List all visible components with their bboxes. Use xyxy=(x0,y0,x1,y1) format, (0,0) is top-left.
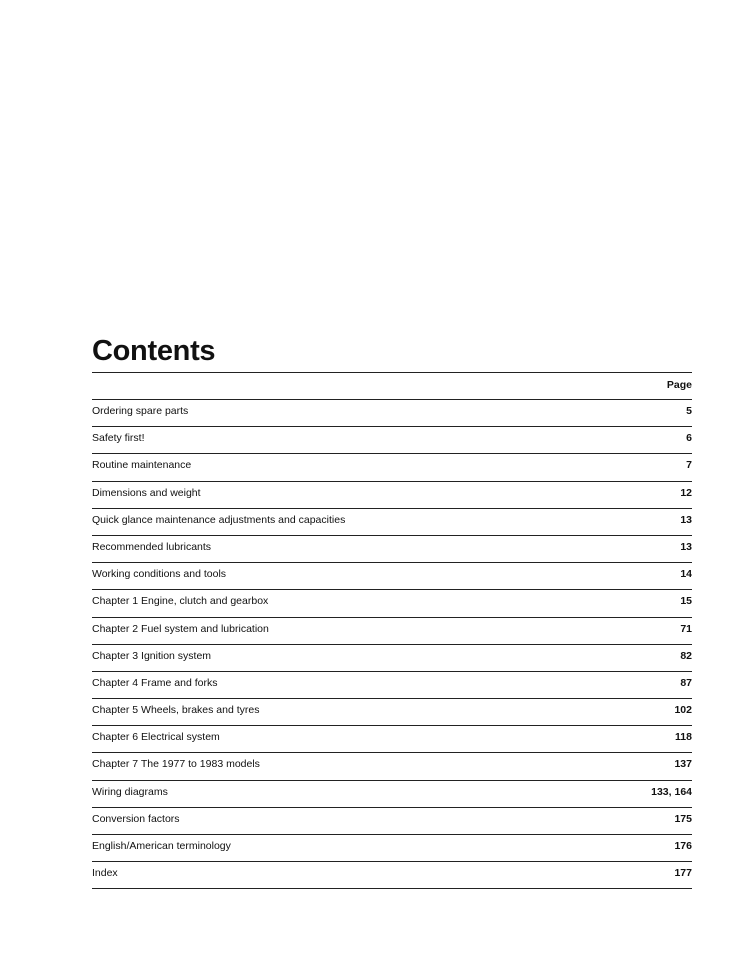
entry-page-number: 118 xyxy=(675,731,692,744)
entry-page-number: 13 xyxy=(680,513,692,526)
entry-page-number: 176 xyxy=(674,840,692,852)
entry-page-number: 7 xyxy=(686,459,692,472)
contents-row xyxy=(92,699,692,726)
contents-row xyxy=(92,618,692,645)
entry-label: Chapter 3 Ignition system xyxy=(92,649,212,662)
entry-label: Routine maintenance xyxy=(92,459,192,472)
page-column-label: Page xyxy=(666,379,692,391)
entry-label: Chapter 2 Fuel system and lubrication xyxy=(92,622,269,635)
entry-page-number: 102 xyxy=(674,704,692,717)
entry-label: Chapter 5 Wheels, brakes and tyres xyxy=(92,704,260,717)
entry-label: Chapter 7 The 1977 to 1983 models xyxy=(92,758,260,771)
entry-label: Wiring diagrams xyxy=(92,785,168,798)
entry-page-number: 175 xyxy=(674,812,692,825)
entry-label: Working conditions and tools xyxy=(92,568,227,581)
contents-row xyxy=(92,753,692,780)
entry-page-number: 177 xyxy=(674,867,692,880)
entry-label: Conversion factors xyxy=(92,812,180,825)
contents-row xyxy=(92,536,692,563)
entry-label: Index xyxy=(92,867,118,880)
entry-page-number: 15 xyxy=(680,595,692,608)
contents-row xyxy=(92,862,692,889)
entry-page-number: 6 xyxy=(686,432,692,445)
entry-page-number: 87 xyxy=(680,676,692,689)
contents-row xyxy=(92,835,692,862)
entry-label: Chapter 6 Electrical system xyxy=(92,731,220,744)
entry-page-number: 12 xyxy=(680,486,692,499)
contents-row xyxy=(92,781,692,808)
contents-row xyxy=(92,400,692,427)
contents-row xyxy=(92,563,692,590)
entry-page-number: 82 xyxy=(680,649,692,662)
contents-row xyxy=(92,726,692,753)
contents-row xyxy=(92,509,692,536)
contents-row xyxy=(92,808,692,835)
contents-row xyxy=(92,482,692,509)
entry-page-number: 14 xyxy=(680,568,692,581)
entry-label: Chapter 4 Frame and forks xyxy=(92,676,218,689)
entry-page-number: 13 xyxy=(680,540,692,553)
contents-row xyxy=(92,427,692,454)
entry-label: Quick glance maintenance adjustments and capacities xyxy=(92,513,346,526)
entry-page-number: 133, 164 xyxy=(651,785,692,798)
contents-header xyxy=(92,373,692,400)
entry-page-number: 5 xyxy=(686,405,692,417)
contents-table xyxy=(92,372,692,889)
page-title: Contents xyxy=(92,335,216,367)
contents-row xyxy=(92,645,692,672)
entry-label: Recommended lubricants xyxy=(92,540,212,553)
contents-row xyxy=(92,590,692,617)
entry-page-number: 137 xyxy=(674,758,692,771)
entry-label: Chapter 1 Engine, clutch and gearbox xyxy=(92,595,269,608)
entry-label: Ordering spare parts xyxy=(92,405,189,417)
contents-row xyxy=(92,454,692,481)
entry-label: Dimensions and weight xyxy=(92,486,201,499)
entry-label: English/American terminology xyxy=(92,840,231,852)
contents-row xyxy=(92,672,692,699)
entry-label: Safety first! xyxy=(92,432,145,445)
entry-page-number: 71 xyxy=(680,622,692,635)
